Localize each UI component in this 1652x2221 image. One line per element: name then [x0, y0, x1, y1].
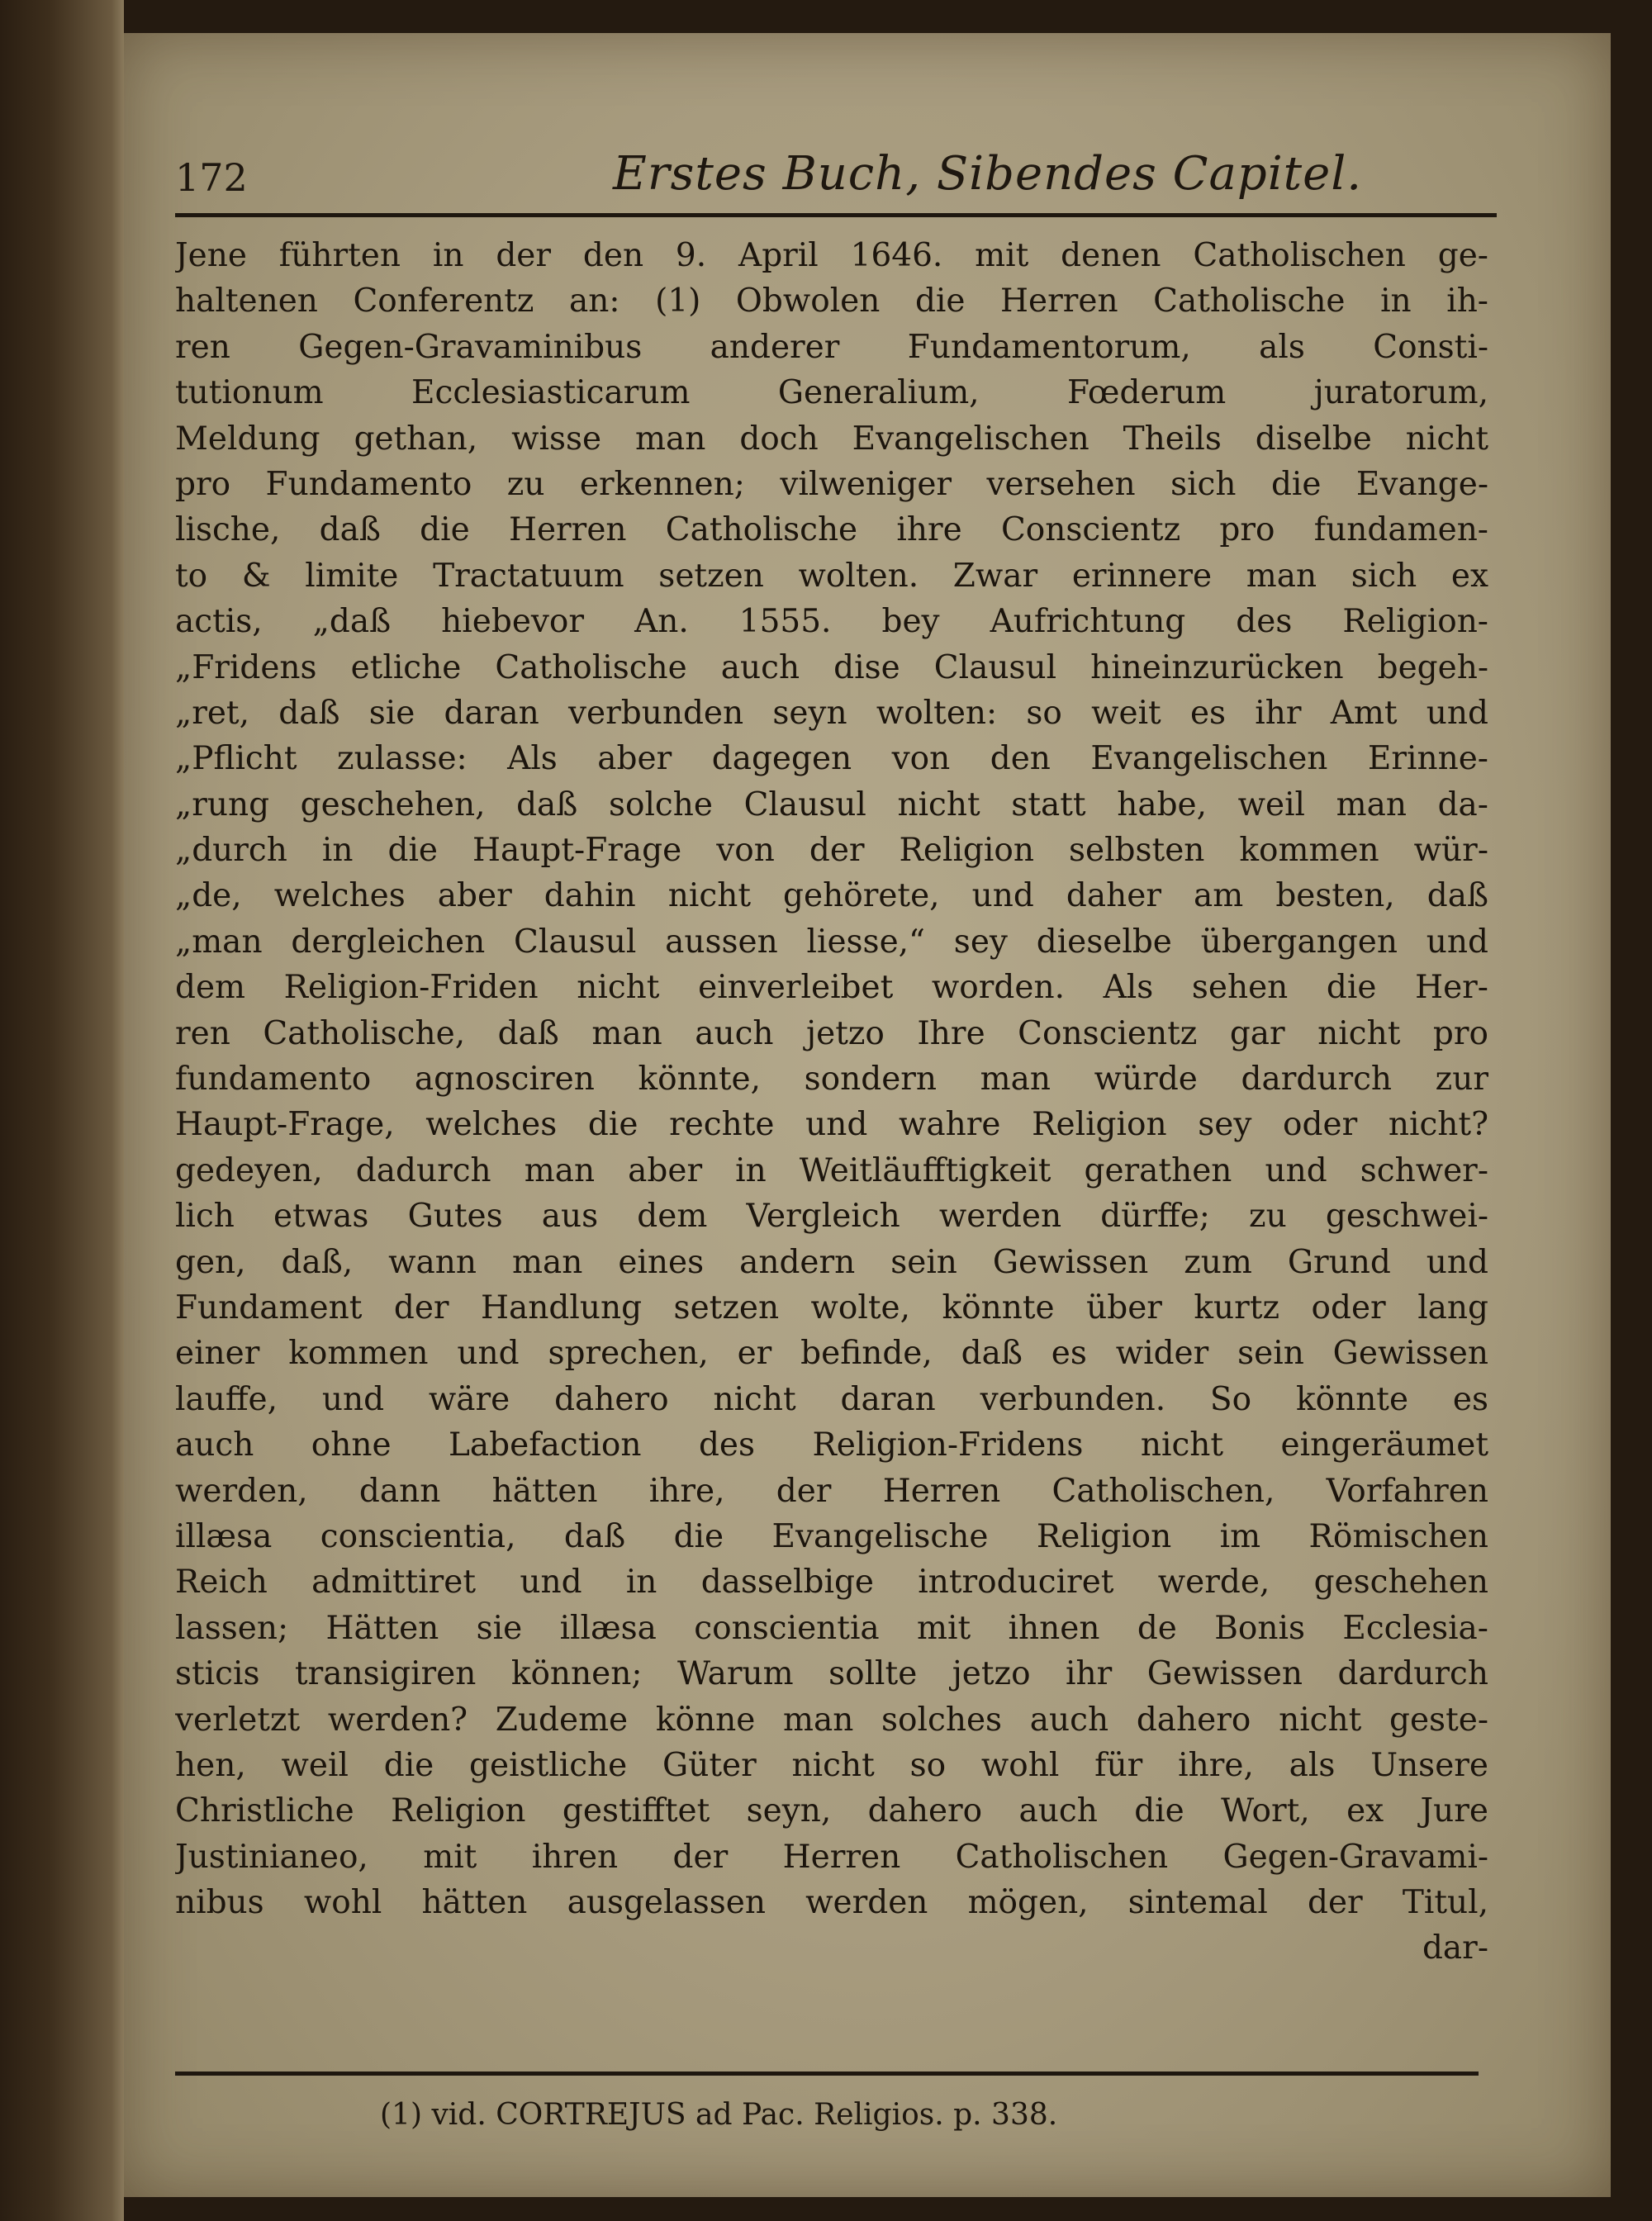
text-line: Reich admittiret und in dasselbige introduciret werde, geschehen — [175, 1564, 1488, 1602]
running-title: Erstes Buch, Sibendes Capitel. — [613, 147, 1363, 201]
text-line: Meldung gethan, wisse man doch Evangelischen Theils diselbe nicht — [175, 420, 1488, 458]
text-line: dem Religion-Friden nicht einverleibet worden. Als sehen die Her- — [175, 969, 1488, 1007]
text-line: lische, daß die Herren Catholische ihre Conscientz pro fundamen- — [175, 511, 1488, 549]
catchword: dar- — [1422, 1929, 1488, 1967]
footnote: (1) vid. CORTREJUS ad Pac. Religios. p. 338. — [380, 2098, 1058, 2132]
text-line: illæsa conscientia, daß die Evangelische Religion im Römischen — [175, 1517, 1488, 1555]
text-line: ren Catholische, daß man auch jetzo Ihre Conscientz gar nicht pro — [175, 1014, 1488, 1052]
page-number: 172 — [175, 155, 248, 200]
running-head — [175, 147, 1538, 205]
text-line: haltenen Conferentz an: (1) Obwolen die Herren Catholische in ih- — [175, 282, 1488, 320]
text-line: gen, daß, wann man eines andern sein Gewissen zum Grund und — [175, 1243, 1488, 1281]
text-line: lassen; Hätten sie illæsa conscientia mit ihnen de Bonis Ecclesia- — [175, 1609, 1488, 1647]
text-line: Justinianeo, mit ihren der Herren Catholischen Gegen-Gravami- — [175, 1838, 1488, 1876]
text-line: Christliche Religion gestifftet seyn, dahero auch die Wort, ex Jure — [175, 1792, 1488, 1830]
text-line: actis, „daß hiebevor An. 1555. bey Aufrichtung des Religion- — [175, 603, 1488, 641]
text-line: „ret, daß sie daran verbunden seyn wolten: so weit es ihr Amt und — [175, 694, 1488, 732]
text-line: auch ohne Labefaction des Religion-Fridens nicht eingeräumet — [175, 1426, 1488, 1464]
text-line: Fundament der Handlung setzen wolte, könnte über kurtz oder lang — [175, 1288, 1488, 1326]
header-rule — [175, 213, 1497, 217]
text-line: fundamento agnosciren könnte, sondern man würde dardurch zur — [175, 1061, 1488, 1099]
text-line: „rung geschehen, daß solche Clausul nicht statt habe, weil man da- — [175, 785, 1488, 823]
text-line: gedeyen, dadurch man aber in Weitläufftigkeit gerathen und schwer- — [175, 1151, 1488, 1189]
main-text-block — [175, 233, 1488, 1972]
text-line: „man dergleichen Clausul aussen liesse,“ sey dieselbe übergangen und — [175, 923, 1488, 961]
text-line: Jene führten in der den 9. April 1646. mit denen Catholischen ge- — [175, 237, 1488, 274]
text-line: nibus wohl hätten ausgelassen werden mögen, sintemal der Titul, — [175, 1884, 1488, 1922]
text-line: tutionum Ecclesiasticarum Generalium, Fœderum juratorum, — [175, 374, 1488, 412]
text-line: „Pflicht zulasse: Als aber dagegen von den Evangelischen Erinne- — [175, 740, 1488, 778]
text-line: to & limite Tractatuum setzen wolten. Zwar erinnere man sich ex — [175, 557, 1488, 595]
text-line: werden, dann hätten ihre, der Herren Catholischen, Vorfahren — [175, 1472, 1488, 1510]
text-line: „de, welches aber dahin nicht gehörete, und daher am besten, daß — [175, 877, 1488, 915]
text-line: ren Gegen-Gravaminibus anderer Fundamentorum, als Consti- — [175, 328, 1488, 366]
text-line: „durch in die Haupt-Frage von der Religion selbsten kommen wür- — [175, 832, 1488, 870]
text-line: einer kommen und sprechen, er befinde, daß es wider sein Gewissen — [175, 1335, 1488, 1373]
text-line: pro Fundamento zu erkennen; vilweniger versehen sich die Evange- — [175, 465, 1488, 503]
footnote-rule — [175, 2072, 1479, 2076]
book-gutter-edge — [0, 0, 124, 2221]
text-line: hen, weil die geistliche Güter nicht so wohl für ihre, als Unsere — [175, 1746, 1488, 1784]
text-line: verletzt werden? Zudeme könne man solches auch dahero nicht geste- — [175, 1701, 1488, 1739]
text-line: lauffe, und wäre dahero nicht daran verbunden. So könnte es — [175, 1380, 1488, 1418]
text-line: lich etwas Gutes aus dem Vergleich werden dürffe; zu geschwei- — [175, 1198, 1488, 1236]
text-line: sticis transigiren können; Warum sollte jetzo ihr Gewissen dardurch — [175, 1655, 1488, 1693]
text-line: Haupt-Frage, welches die rechte und wahre Religion sey oder nicht? — [175, 1106, 1488, 1144]
text-line: „Fridens etliche Catholische auch dise Clausul hineinzurücken begeh- — [175, 648, 1488, 686]
